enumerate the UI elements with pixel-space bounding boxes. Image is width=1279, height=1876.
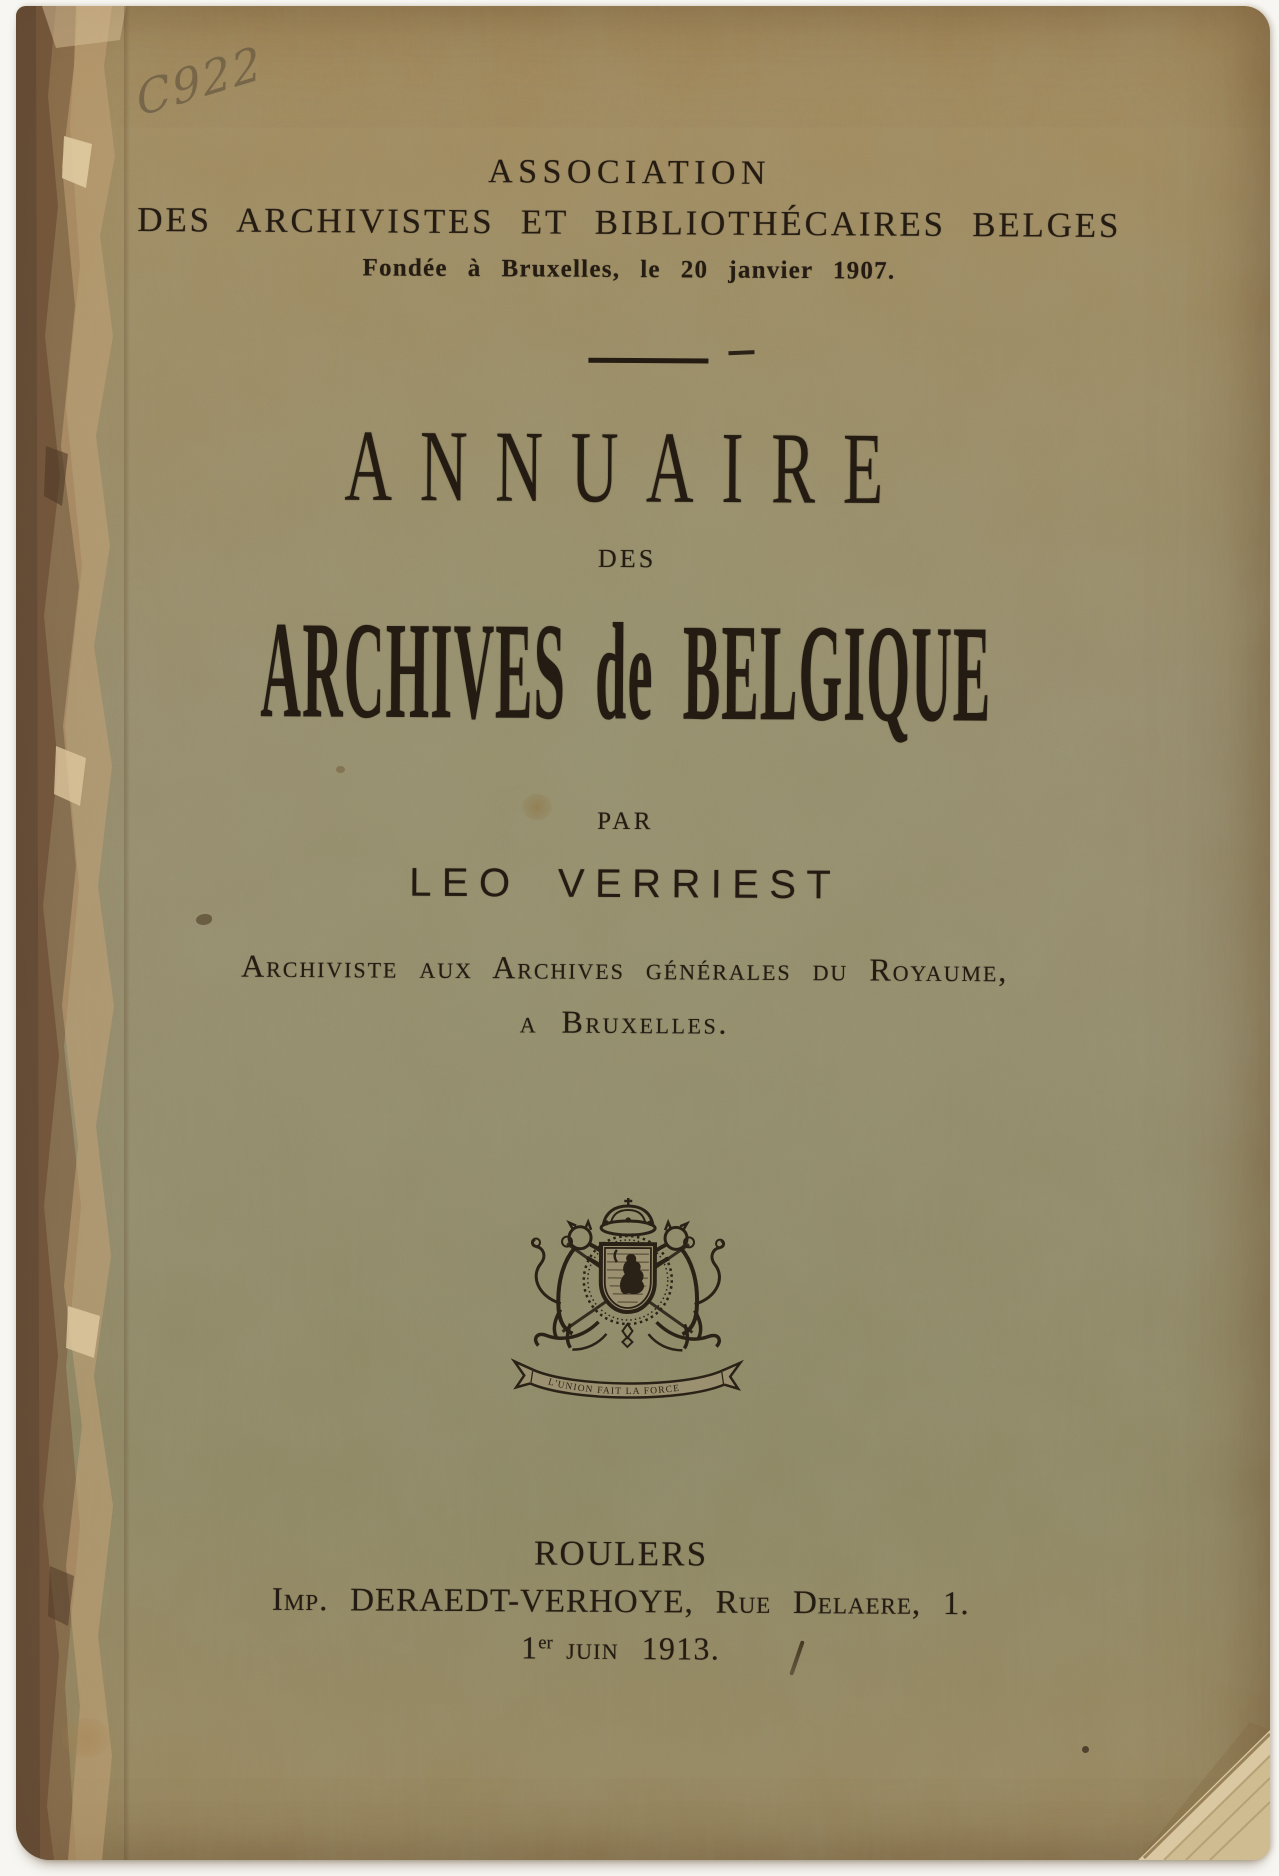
association-line2: DES ARCHIVISTES ET BIBLIOTHÉCAIRES BELGES [137,200,1122,246]
imprint-city: ROULERS [533,1533,709,1574]
crown [601,1198,655,1235]
byline-par: PAR [597,807,655,836]
title-annuaire [103,407,1153,527]
divider-rule [588,358,708,364]
author-name: LEO VERRIEST [409,860,842,908]
imprint-date [95,1627,1145,1670]
author-role-line1: Archiviste aux Archives générales du Royaume, [241,947,1009,989]
association-founded-line: Fondée à Bruxelles, le 20 janvier 1907. [362,254,896,285]
title-main [101,589,1152,751]
belgian-coat-of-arms [502,1191,753,1415]
title-annuaire-text: ANNUAIRE [344,409,912,527]
author-role-line2: a Bruxelles. [519,1003,730,1041]
divider-dash [728,350,754,355]
imprint-date-rest: juin 1913. [566,1629,721,1667]
title-page-content [94,6,1155,1860]
title-des: DES [597,543,657,574]
imprint-date-number: 1 [520,1629,539,1666]
imprint-date-ordinal: er [538,1632,553,1654]
left-lion-supporter [531,1221,607,1347]
dogear-corner [1130,1720,1270,1860]
motto-text: L'UNION FAIT LA FORCE [546,1377,681,1398]
handwritten-shelf-mark: C922 [132,34,267,128]
imprint-printer: Imp. DERAEDT-VERHOYE, Rue Delaere, 1. [271,1581,970,1623]
shield [601,1244,655,1312]
right-lion-supporter [648,1222,724,1348]
book-cover [16,6,1270,1860]
association-line1: ASSOCIATION [488,153,772,192]
motto-ribbon [514,1361,740,1398]
title-main-text: ARCHIVES de BELGIQUE [260,591,993,751]
